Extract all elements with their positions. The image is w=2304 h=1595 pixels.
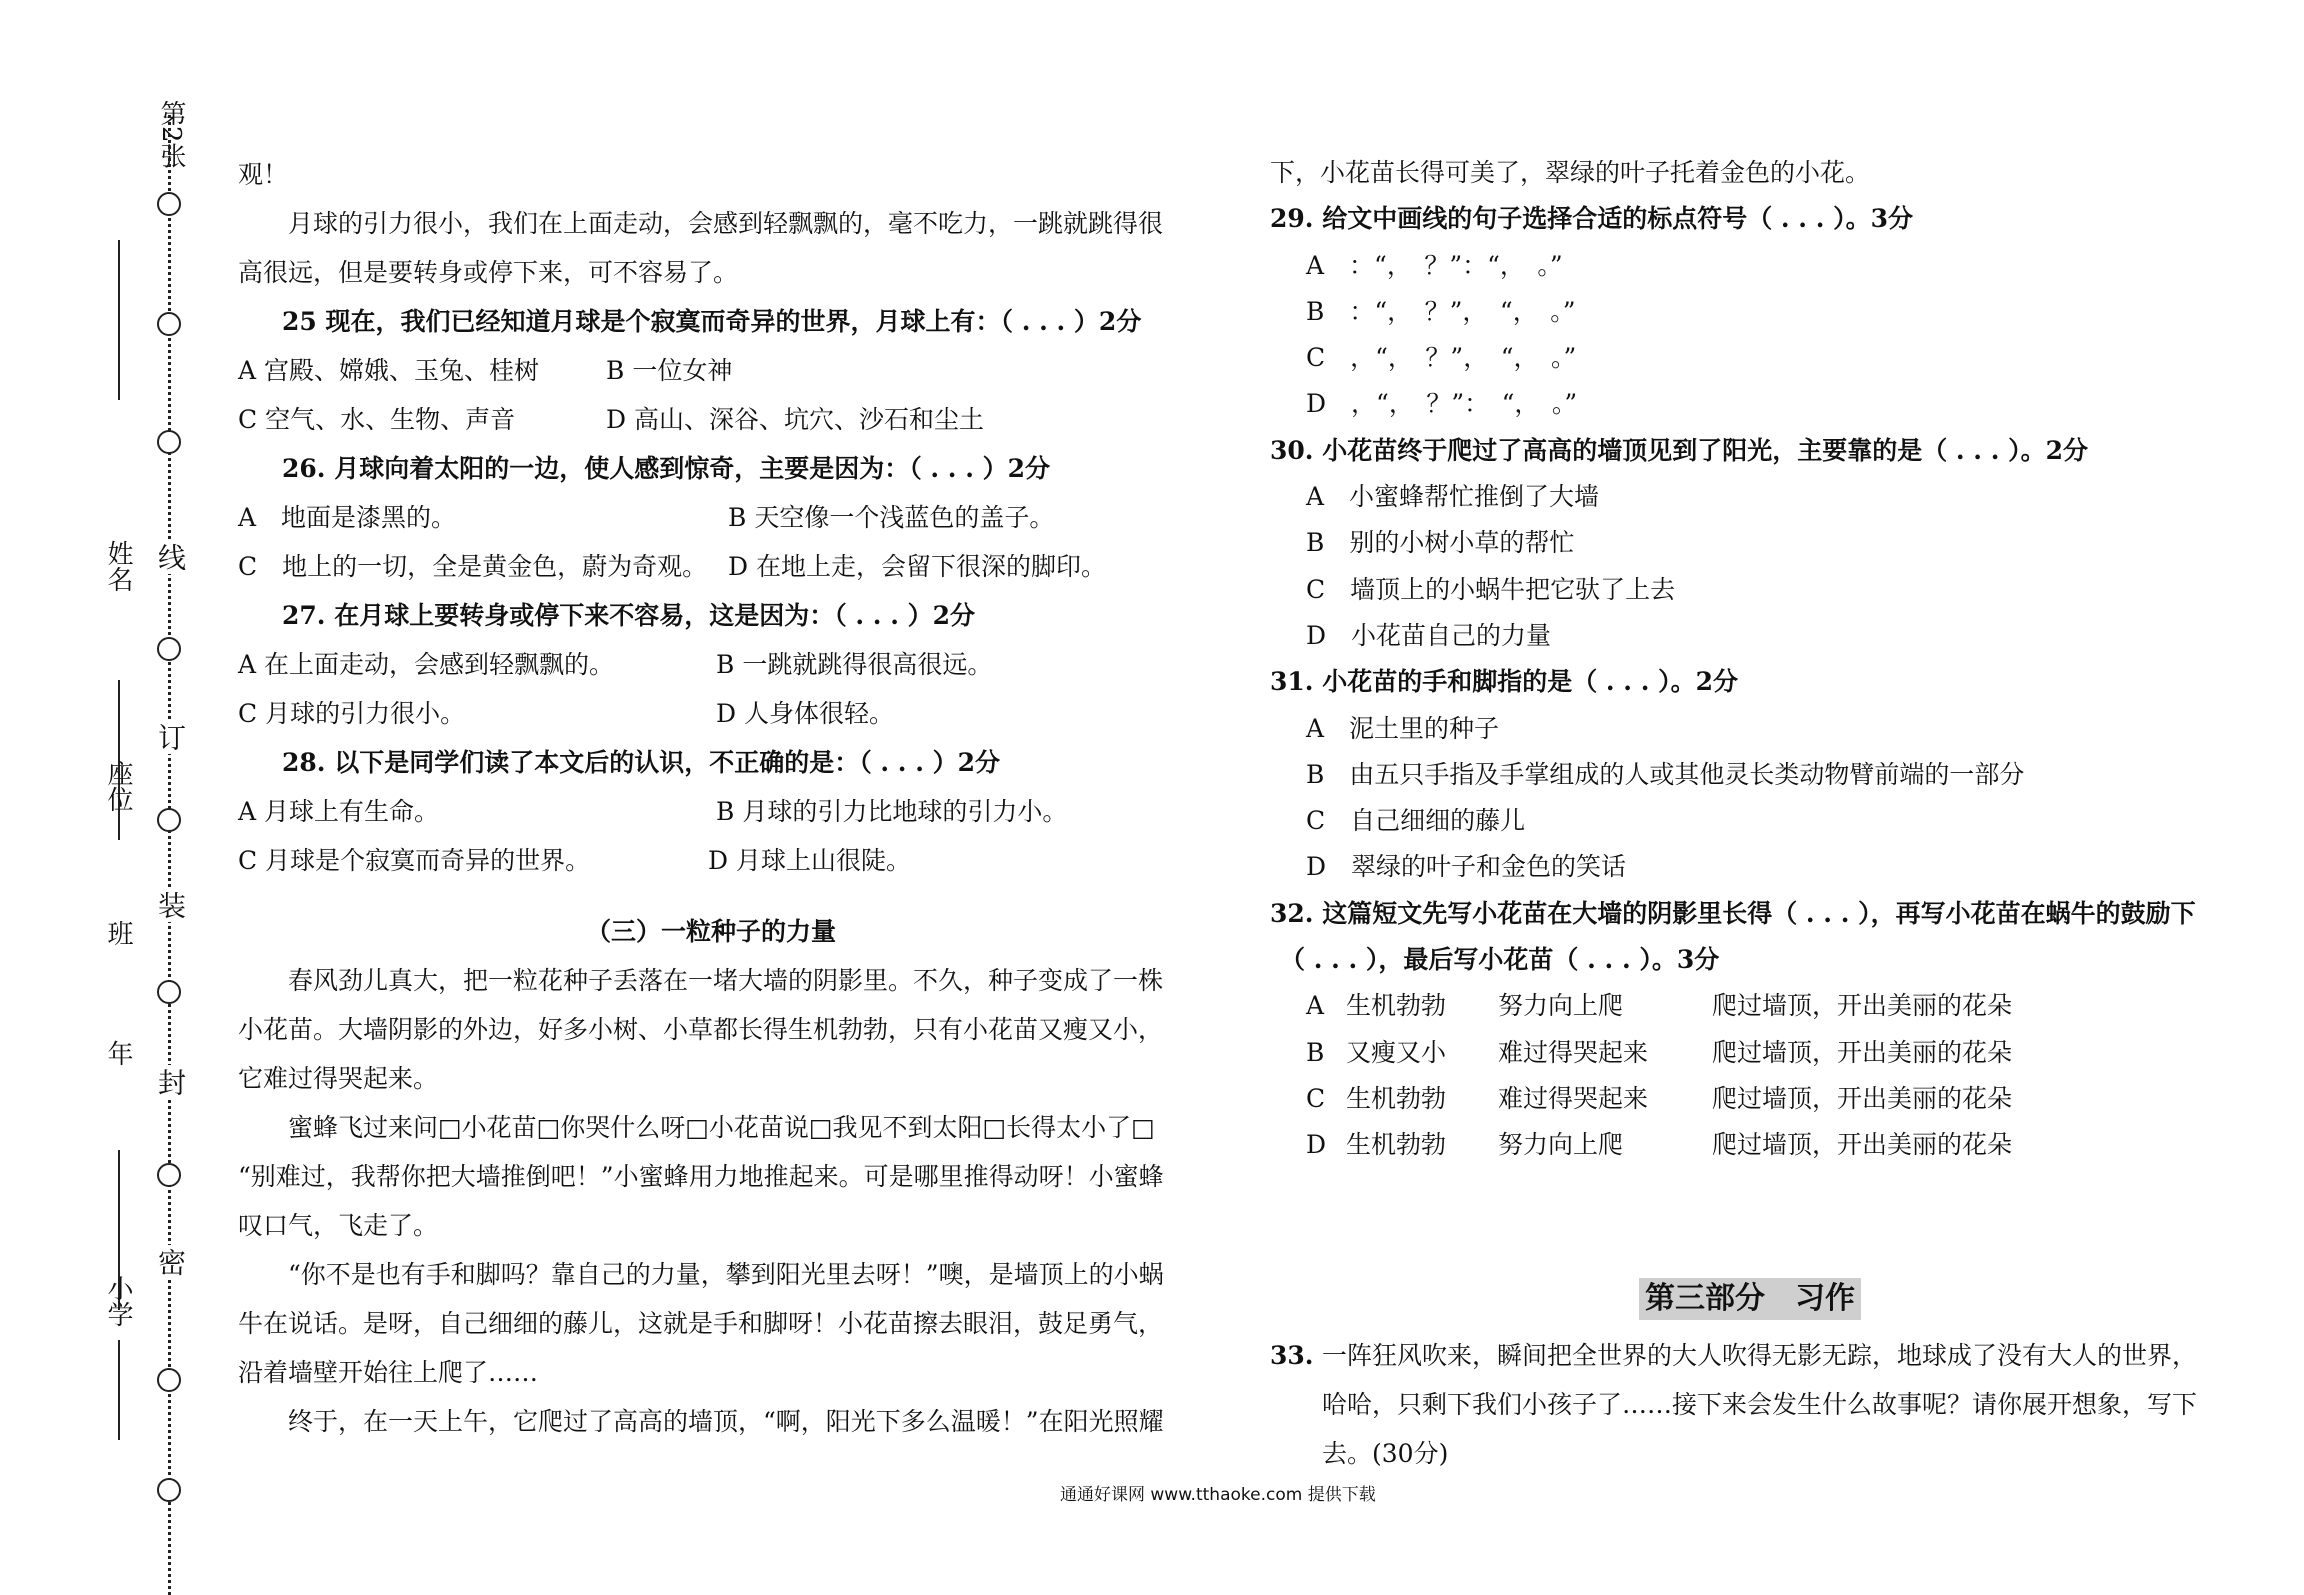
- option-row-a: [1270, 983, 2230, 1029]
- grade-label: 年: [103, 1040, 133, 1066]
- story-line: 沿着墙壁开始往上爬了……: [238, 1358, 539, 1387]
- option-letter: C: [1306, 1083, 1326, 1113]
- option-cell: 爬过墙顶，开出美丽的花朵: [1712, 1083, 2013, 1113]
- class-label: 班: [103, 920, 133, 946]
- option-cell: 爬过墙顶，开出美丽的花朵: [1712, 1130, 2013, 1160]
- option-c: C 空气、水、生物、声音: [238, 405, 516, 434]
- question-33-line: 哈哈，只剩下我们小孩子了……接下来会发生什么故事呢？请你展开想象，写下: [1322, 1389, 2198, 1419]
- cut-circle: [157, 1368, 181, 1392]
- option-a: A 泥土里的种子: [1306, 713, 1500, 743]
- option-cell: 难过得哭起来: [1498, 1037, 1649, 1067]
- option-row-b: [1270, 1030, 2230, 1076]
- question-33: [1270, 1331, 2230, 1380]
- option-c: C 地上的一切，全是黄金色，蔚为奇观。: [238, 552, 708, 581]
- cut-circle: [157, 1478, 181, 1502]
- option-d: D 小花苗自己的力量: [1306, 620, 1552, 650]
- question-29: 29. 给文中画线的句子选择合适的标点符号（ . . . ）。3分: [1270, 204, 1914, 234]
- cut-circle: [157, 1163, 181, 1187]
- option-cell: 努力向上爬: [1498, 1130, 1624, 1160]
- option-row-c: [1270, 1076, 2230, 1122]
- option-cell: 爬过墙顶，开出美丽的花朵: [1712, 1037, 2013, 1067]
- options-row: [238, 493, 1184, 542]
- cut-circle: [157, 430, 181, 454]
- paragraph-line: 高很远，但是要转身或停下来，可不容易了。: [238, 258, 739, 287]
- cut-circle: [157, 808, 181, 832]
- option-a: A ：“， ？”：“， 。”: [1306, 250, 1563, 280]
- question-33-text: 一阵狂风吹来，瞬间把全世界的大人吹得无影无踪，地球成了没有大人的世界，: [1322, 1340, 2198, 1370]
- option-b: B ：“， ？”， “， 。”: [1306, 296, 1576, 326]
- story-line: 春风劲儿真大，把一粒花种子丢落在一堵大墙的阴影里。不久，种子变成了一株: [288, 966, 1164, 995]
- question-26: 26. 月球向着太阳的一边，使人感到惊奇，主要是因为：（ . . . ）2分: [282, 454, 1051, 483]
- left-column: [238, 150, 1184, 1446]
- option-cell: 生机勃勃: [1346, 1083, 1447, 1113]
- story-line: 小花苗。大墙阴影的外边，好多小树、小草都长得生机勃勃，只有小花苗又瘦又小，: [238, 1015, 1164, 1044]
- question-28: 28. 以下是同学们读了本文后的认识，不正确的是：（ . . . ）2分: [282, 748, 1001, 777]
- line-char: 线: [156, 540, 184, 574]
- option-d: D 翠绿的叶子和金色的笑话: [1306, 852, 1627, 882]
- option-cell: 努力向上爬: [1498, 991, 1624, 1021]
- option-cell: 又瘦又小: [1346, 1037, 1447, 1067]
- options-row: [238, 836, 1184, 885]
- options-row: [238, 689, 1184, 738]
- story-line: 叹口气，飞走了。: [238, 1211, 439, 1240]
- option-c: C 墙顶上的小蜗牛把它驮了上去: [1306, 574, 1676, 604]
- story-line: “别难过，我帮你把大墙推倒吧！”小蜜蜂用力地推起来。可是哪里推得动呀！小蜜蜂: [238, 1162, 1164, 1191]
- sheet-number: 第2张: [156, 100, 186, 169]
- question-33-line: 去。(30分): [1322, 1438, 1449, 1468]
- option-c: C 月球是个寂寞而奇异的世界。: [238, 846, 591, 875]
- option-a: A 在上面走动，会感到轻飘飘的。: [238, 650, 615, 679]
- question-25: 25 现在，我们已经知道月球是个寂寞而奇异的世界，月球上有：（ . . . ）2分: [282, 307, 1142, 336]
- question-32-cont: （ . . . ），最后写小花苗（ . . . ）。3分: [1280, 945, 1720, 975]
- story-line: 蜜蜂飞过来问□小花苗□你哭什么呀□小花苗说□我见不到太阳□长得太小了□: [288, 1113, 1155, 1142]
- paragraph-line: 月球的引力很小，我们在上面走动，会感到轻飘飘的，毫不吃力，一跳就跳得很: [288, 209, 1164, 238]
- option-d: D 高山、深谷、坑穴、沙石和尘土: [606, 405, 984, 434]
- section-title: （三）一粒种子的力量: [585, 917, 836, 946]
- part-three-heading: [1270, 1269, 2230, 1331]
- seat-label: 座位: [103, 760, 133, 812]
- name-underline: [118, 240, 120, 400]
- school-label: 小学: [103, 1275, 133, 1327]
- cut-circle: [157, 312, 181, 336]
- question-32: 32. 这篇短文先写小花苗在大墙的阴影里长得（ . . . ），再写小花苗在蜗牛的鼓励下: [1270, 898, 2196, 928]
- cut-circle: [157, 980, 181, 1004]
- school-underline-2: [118, 1340, 120, 1440]
- option-d: D ，“， ？”： “， 。”: [1306, 389, 1578, 419]
- line-char: 密: [156, 1245, 184, 1279]
- line-char: 装: [156, 888, 184, 922]
- option-b: B 天空像一个浅蓝色的盖子。: [728, 503, 1055, 532]
- options-row: [238, 640, 1184, 689]
- cut-circle: [157, 637, 181, 661]
- option-b: B 别的小树小草的帮忙: [1306, 528, 1575, 558]
- option-letter: B: [1306, 1037, 1325, 1067]
- footer-credit: 通通好课网 www.tthaoke.com 提供下载: [1060, 1485, 1376, 1505]
- paragraph-line: 观！: [238, 160, 289, 189]
- option-a: A 小蜜蜂帮忙推倒了大墙: [1306, 482, 1600, 512]
- options-row: [238, 787, 1184, 836]
- option-letter: D: [1306, 1130, 1327, 1160]
- option-a: A 月球上有生命。: [238, 797, 440, 826]
- question-33-number: 33.: [1270, 1340, 1314, 1370]
- line-char: 订: [156, 720, 184, 754]
- story-line: 下，小花苗长得可美了，翠绿的叶子托着金色的小花。: [1270, 158, 1871, 187]
- story-line: “你不是也有手和脚吗？靠自己的力量，攀到阳光里去呀！”噢，是墙顶上的小蜗: [288, 1260, 1164, 1289]
- name-label: 姓名: [103, 540, 133, 592]
- option-cell: 生机勃勃: [1346, 1130, 1447, 1160]
- option-a: A 宫殿、嫦娥、玉兔、桂树: [238, 356, 540, 385]
- options-row: [238, 395, 1184, 444]
- option-d: D 人身体很轻。: [716, 699, 894, 728]
- option-row-d: [1270, 1122, 2230, 1168]
- line-char: 封: [156, 1065, 184, 1099]
- binding-margin: [0, 0, 230, 1595]
- right-column: [1270, 150, 2230, 1478]
- story-line: 终于，在一天上午，它爬过了高高的墙顶，“啊，阳光下多么温暖！”在阳光照耀: [288, 1407, 1164, 1436]
- option-d: D 在地上走，会留下很深的脚印。: [728, 552, 1106, 581]
- option-b: B 月球的引力比地球的引力小。: [716, 797, 1068, 826]
- options-row: [238, 542, 1184, 591]
- option-letter: A: [1306, 991, 1325, 1021]
- part-three-title: 第三部分 习作: [1639, 1278, 1861, 1320]
- option-cell: 爬过墙顶，开出美丽的花朵: [1712, 991, 2013, 1021]
- options-row: [238, 346, 1184, 395]
- option-c: C 月球的引力很小。: [238, 699, 466, 728]
- option-c: C ，“， ？”， “， 。”: [1306, 343, 1577, 373]
- option-a: A 地面是漆黑的。: [238, 503, 457, 532]
- option-c: C 自己细细的藤儿: [1306, 806, 1526, 836]
- option-b: B 由五只手指及手掌组成的人或其他灵长类动物臂前端的一部分: [1306, 759, 2025, 789]
- cut-circle: [157, 192, 181, 216]
- option-b: B 一位女神: [606, 356, 733, 385]
- story-line: 它难过得哭起来。: [238, 1064, 439, 1093]
- question-30: 30. 小花苗终于爬过了高高的墙顶见到了阳光，主要靠的是（ . . . ）。2分: [1270, 435, 2089, 465]
- option-d: D 月球上山很陡。: [708, 846, 911, 875]
- question-31: 31. 小花苗的手和脚指的是（ . . . ）。2分: [1270, 667, 1739, 697]
- question-27: 27. 在月球上要转身或停下来不容易，这是因为：（ . . . ）2分: [282, 601, 976, 630]
- option-b: B 一跳就跳得很高很远。: [716, 650, 993, 679]
- option-cell: 难过得哭起来: [1498, 1083, 1649, 1113]
- story-line: 牛在说话。是呀，自己细细的藤儿，这就是手和脚呀！小花苗擦去眼泪，鼓足勇气，: [238, 1309, 1164, 1338]
- option-cell: 生机勃勃: [1346, 991, 1447, 1021]
